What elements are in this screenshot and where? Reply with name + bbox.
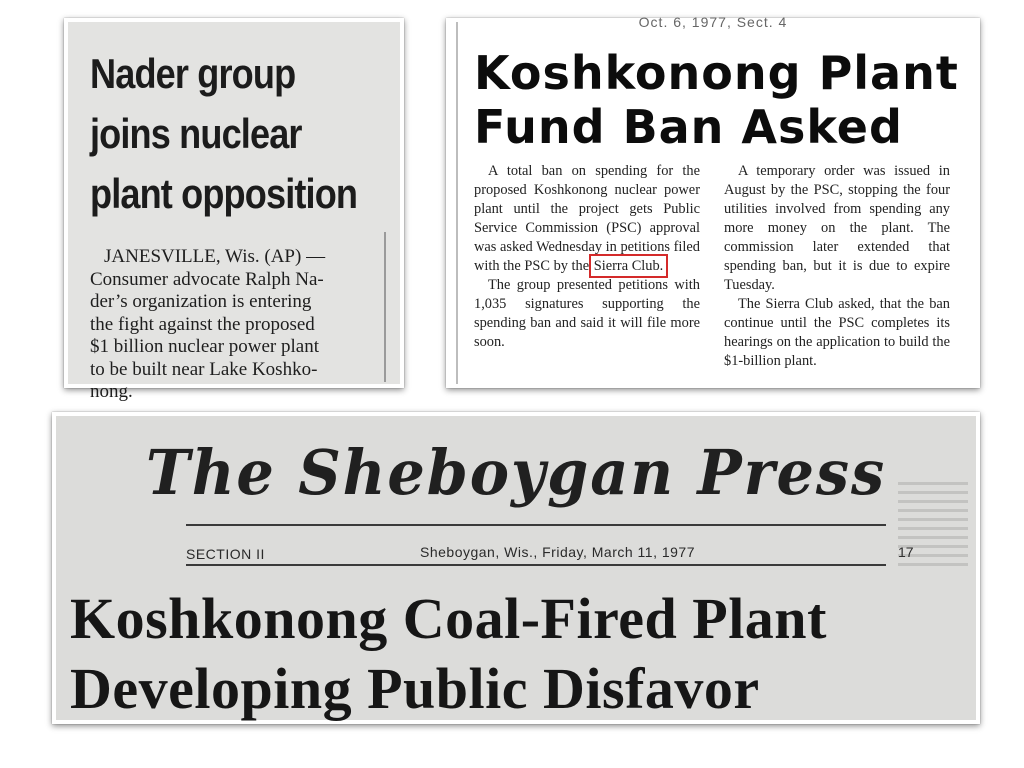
headline-line: Developing Public Disfavor [70, 656, 760, 721]
body-line: Consumer advocate Ralph Na- [90, 268, 324, 290]
column-rule [456, 22, 458, 384]
body-line: der’s organization is entering [90, 291, 312, 312]
body-line-text: JANESVILLE, Wis. (AP) — [104, 246, 326, 267]
masthead-rule-bottom [186, 564, 886, 566]
sierra-club-highlight: Sierra Club. [593, 258, 664, 274]
clipping-1-body [90, 246, 388, 404]
clipping-date-stamp: Oct. 6, 1977, Sect. 4 [638, 14, 788, 30]
headline-line: Koshkonong Plant [474, 46, 959, 100]
clipping-fund-ban [446, 14, 980, 388]
paragraph: The Sierra Club asked, that the ban continue until the PSC completes its hearings on the application to build the $1-billion plant. [724, 296, 950, 369]
headline-line: plant opposition [90, 170, 358, 217]
clipping-1-headline [90, 44, 358, 224]
paragraph: A temporary order was issued in August by the PSC, stopping the four utilities involved from spending any more money on the plant. The commission later extended that spending ban, but it is due to expire Tuesday. [724, 163, 950, 293]
paragraph: The group presented petitions with 1,035 signatures supporting the spending ban and said it will file more soon. [474, 277, 700, 350]
headline-line: Fund Ban Asked [474, 100, 903, 154]
article-column-left [474, 162, 700, 352]
masthead-rule-top [186, 524, 886, 526]
headline-line: Nader group [90, 50, 296, 97]
clipping-sheboygan-press [52, 412, 980, 724]
column-rule [384, 232, 386, 382]
adjacent-column-bleed [898, 476, 968, 626]
clipping-nader-group [64, 18, 404, 402]
body-line: the fight against the proposed [90, 313, 315, 335]
headline-line: joins nuclear [90, 110, 302, 157]
body-line: nong. [90, 381, 133, 402]
dateline: Sheboygan, Wis., Friday, March 11, 1977 [420, 544, 695, 560]
body-line: $1 billion nuclear power plant [90, 336, 319, 357]
page-number: 17 [898, 544, 914, 560]
section-label: SECTION II [186, 546, 265, 562]
paragraph [474, 162, 700, 276]
body-line [90, 246, 388, 269]
headline-line: Koshkonong Coal-Fired Plant [70, 586, 827, 651]
clipping-2-headline [474, 46, 964, 154]
newspaper-masthead: The Sheboygan Press [145, 436, 887, 509]
paragraph-text: A total ban on spending for the proposed Koshkonong nuclear power plant until the project gets Public Service Commission (PSC) approval was asked Wednesday in petitions filed with the PSC by the [474, 163, 700, 274]
body-line: to be built near Lake Koshko- [90, 358, 318, 380]
clipping-3-headline [70, 584, 970, 724]
article-column-right [724, 162, 950, 371]
